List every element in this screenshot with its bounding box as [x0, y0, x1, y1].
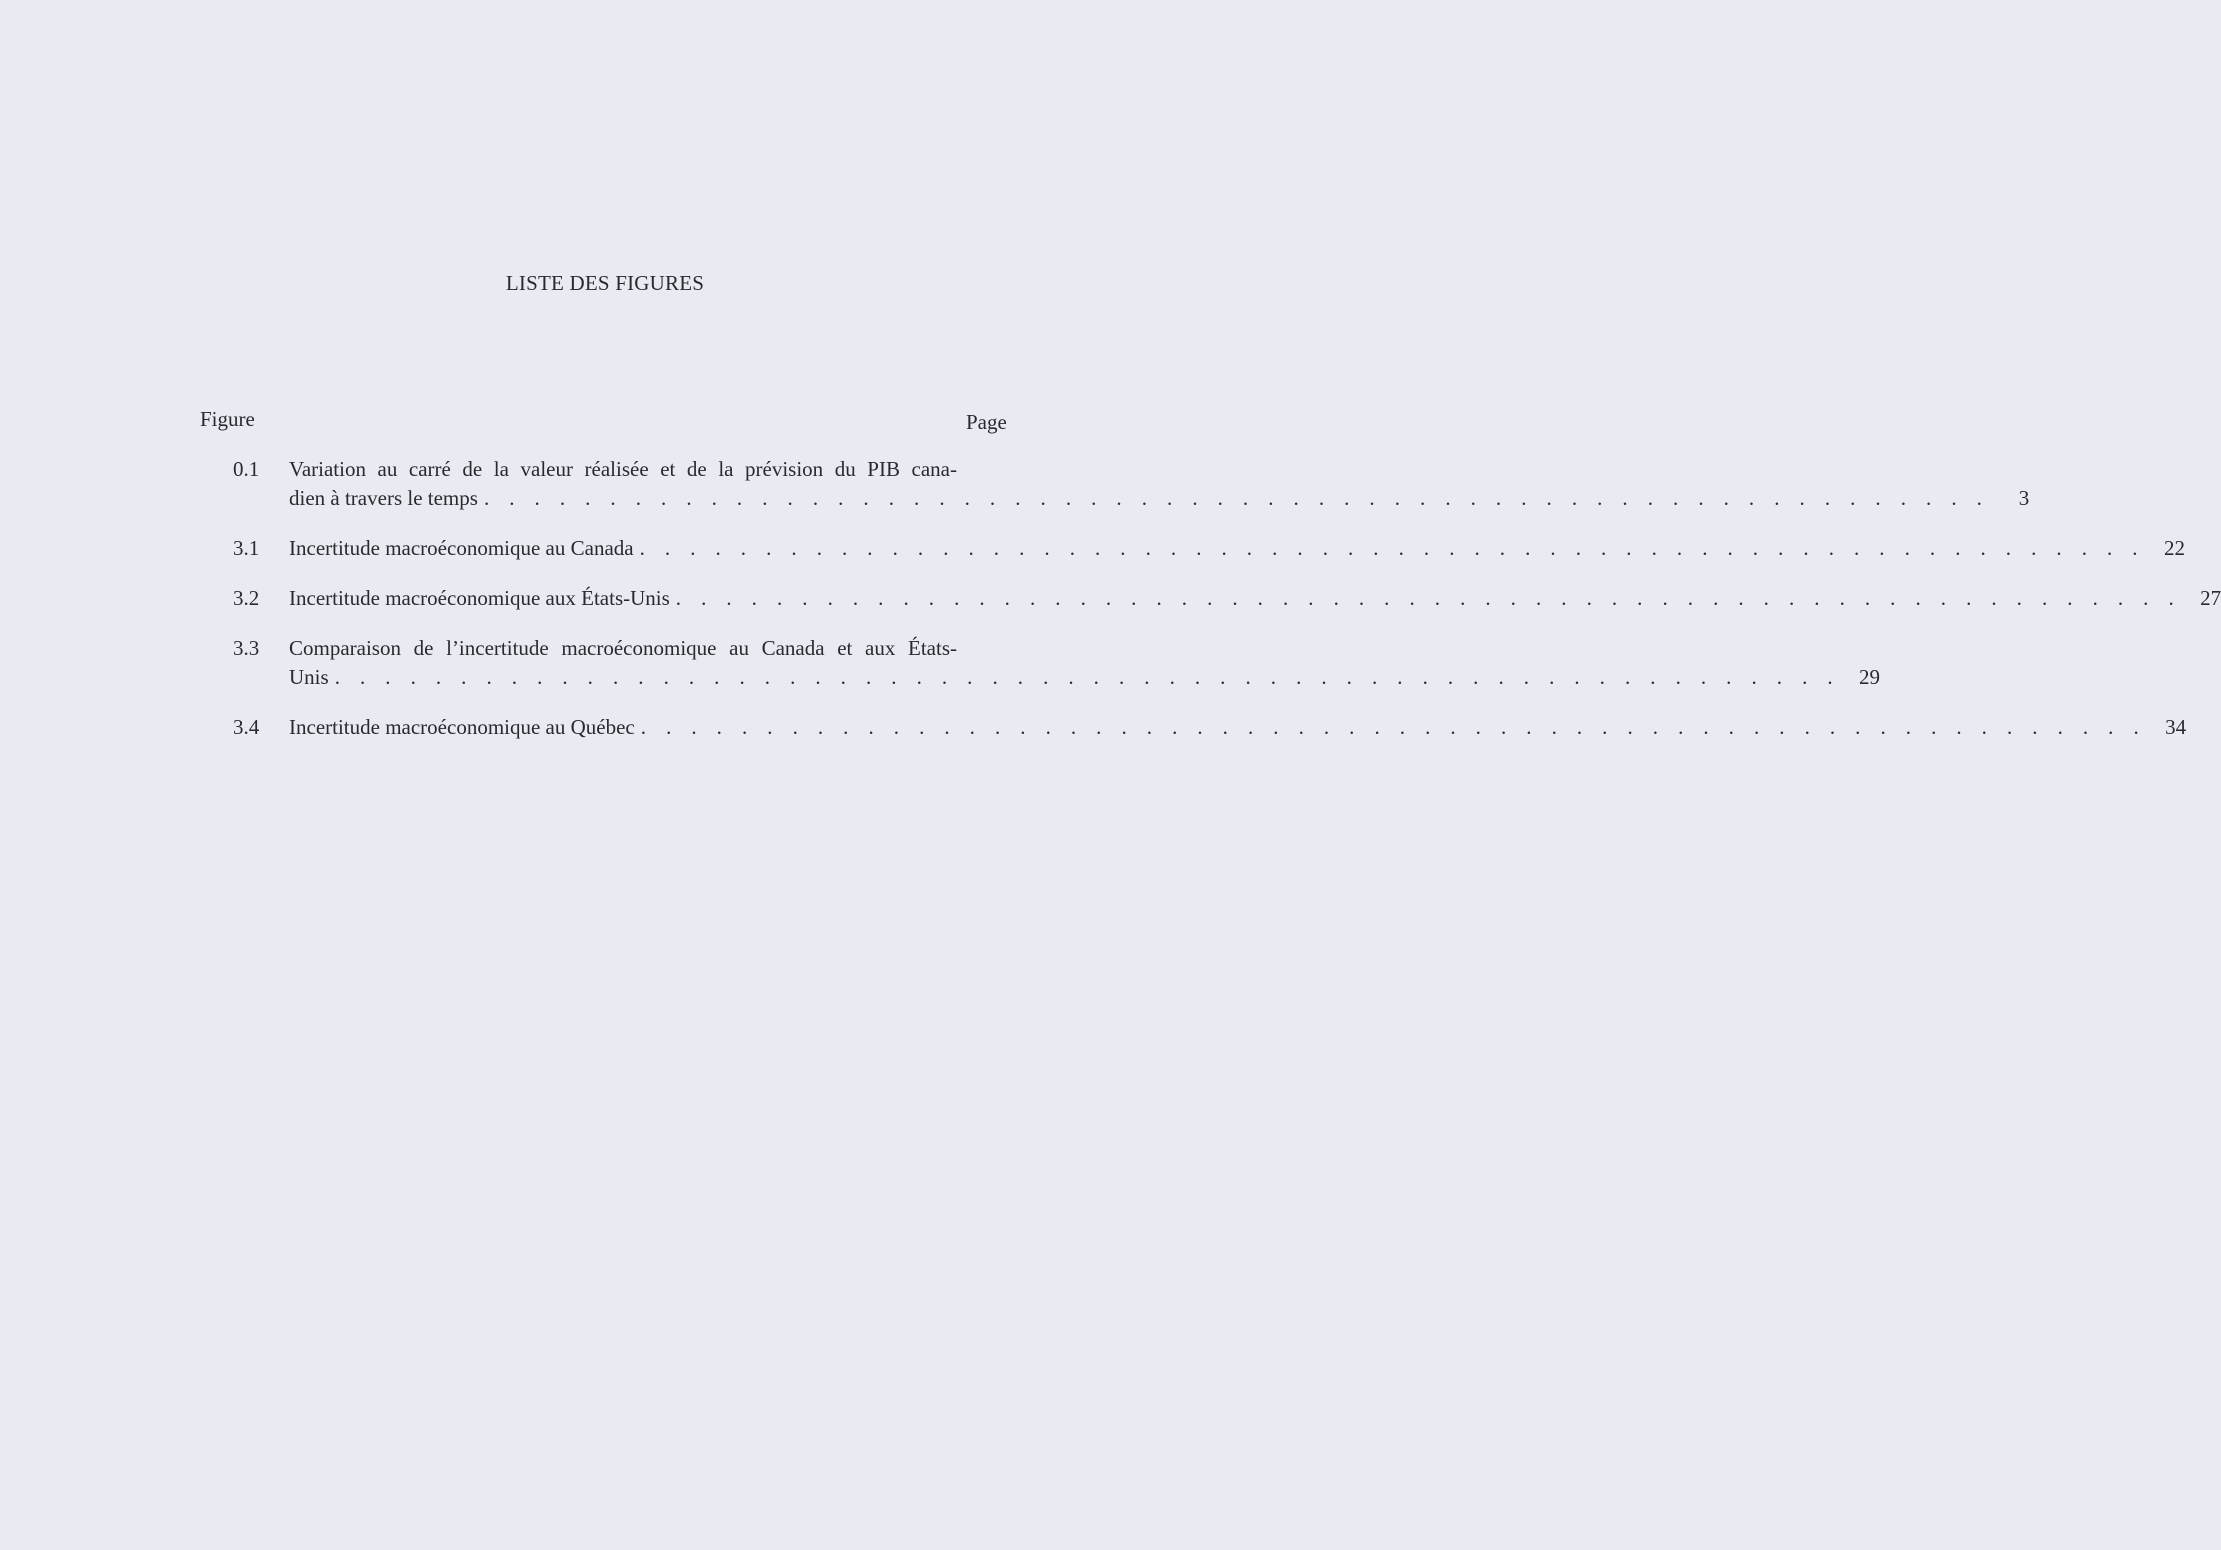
figure-number: 3.1: [233, 536, 260, 560]
column-header-figure: Figure: [200, 407, 255, 431]
list-item: [200, 455, 2030, 513]
page-number: 27: [2200, 586, 2221, 610]
figure-number: 0.1: [233, 457, 260, 481]
dot-leader: . . . . . . . . . . . . . . . . . . . . . . . . . . . . . . . . . . . . . . . . . . . . . . . . . . . . . . . . . . . .: [675, 586, 2182, 610]
figure-number: 3.2: [233, 586, 260, 610]
figure-caption-line: Incertitude macroéconomique aux États-Unis: [289, 586, 670, 610]
page-number: 29: [1859, 665, 1881, 689]
page-title: LISTE DES FIGURES: [505, 271, 705, 295]
page-number: 34: [2165, 715, 2187, 739]
figure-caption-line: Incertitude macroéconomique au Québec: [289, 715, 635, 739]
list-item: [200, 584, 2221, 613]
list-item: [200, 713, 2187, 742]
figure-caption-line: Comparaison de l’incertitude macroéconomique au Canada et aux États-: [289, 636, 957, 660]
dot-leader: . . . . . . . . . . . . . . . . . . . . . . . . . . . . . . . . . . . . . . . . . . . . . . . . . . . . . . . . . . . .: [639, 536, 2145, 560]
page-number: 3: [2018, 486, 2030, 510]
figure-number: 3.3: [233, 636, 260, 660]
figure-caption-line: Variation au carré de la valeur réalisée et de la prévision du PIB cana-: [289, 457, 957, 481]
list-item: [200, 534, 2185, 563]
list-item: [200, 634, 1881, 692]
dot-leader: . . . . . . . . . . . . . . . . . . . . . . . . . . . . . . . . . . . . . . . . . . . . . . . . . . . . . . . . . . . .: [334, 665, 1841, 689]
figure-caption-line: Unis: [289, 665, 329, 689]
figure-number: 3.4: [233, 715, 260, 739]
dot-leader: . . . . . . . . . . . . . . . . . . . . . . . . . . . . . . . . . . . . . . . . . . . . . . . . . . . . . . . . . . . .: [483, 486, 1990, 510]
figure-caption-line: dien à travers le temps: [289, 486, 478, 510]
figure-caption-line: Incertitude macroéconomique au Canada: [289, 536, 634, 560]
column-header-page: Page: [966, 410, 1007, 434]
page-number: 22: [2163, 536, 2185, 560]
figure-list: [200, 455, 2221, 763]
dot-leader: . . . . . . . . . . . . . . . . . . . . . . . . . . . . . . . . . . . . . . . . . . . . . . . . . . . . . . . . . . . .: [640, 715, 2147, 739]
